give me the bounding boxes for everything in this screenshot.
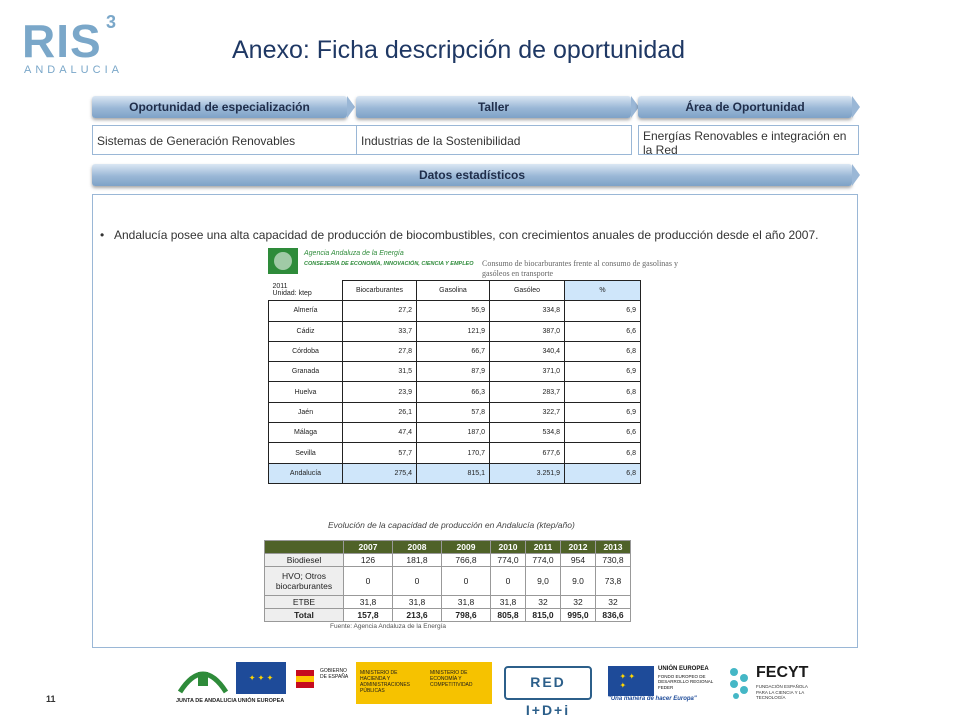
table-total-row bbox=[265, 609, 631, 622]
gobierno-caption: GOBIERNO DE ESPAÑA bbox=[320, 668, 349, 680]
row-label: ETBE bbox=[265, 596, 344, 609]
cell: 371,0 bbox=[490, 362, 565, 382]
year-label: 2011 bbox=[272, 283, 288, 291]
cell: 534,8 bbox=[490, 423, 565, 443]
year-header: 2013 bbox=[596, 541, 631, 554]
cell: 33,7 bbox=[343, 321, 417, 341]
fecyt-logo bbox=[728, 662, 818, 704]
red-idi-logo bbox=[500, 662, 596, 718]
ris3-logo bbox=[22, 14, 122, 80]
cell: Andalucía bbox=[269, 463, 343, 483]
row-label: Total bbox=[265, 609, 344, 622]
red-caption: RED I+D+i bbox=[504, 666, 592, 700]
cell: 32 bbox=[596, 596, 631, 609]
cell: 31,8 bbox=[344, 596, 393, 609]
year-header: 2012 bbox=[561, 541, 596, 554]
table-row bbox=[265, 554, 631, 567]
cell: 6,6 bbox=[565, 321, 641, 341]
feder-motto: "Una manera de hacer Europa" bbox=[608, 696, 697, 702]
header-cell: Gasolina bbox=[417, 281, 490, 301]
cell: 27,2 bbox=[343, 301, 417, 321]
junta-andalucia-logo bbox=[176, 662, 237, 704]
cell: 730,8 bbox=[596, 554, 631, 567]
cell: 6,8 bbox=[565, 443, 641, 463]
cell: 121,9 bbox=[417, 321, 490, 341]
cell: 283,7 bbox=[490, 382, 565, 402]
cell: 66,3 bbox=[417, 382, 490, 402]
cell: Jaén bbox=[269, 402, 343, 422]
header-cell: % bbox=[565, 281, 641, 301]
year-header: 2009 bbox=[442, 541, 491, 554]
cell: 340,4 bbox=[490, 341, 565, 361]
cell: 815,0 bbox=[526, 609, 561, 622]
eu-logo bbox=[234, 662, 288, 704]
cell: 6,9 bbox=[565, 362, 641, 382]
table-row bbox=[269, 362, 641, 382]
cell: 32 bbox=[526, 596, 561, 609]
capacity-table-title: Evolución de la capacidad de producción en Andalucía (ktep/año) bbox=[328, 520, 575, 530]
eu-flag-icon: ✦ ✦ ✦ bbox=[236, 662, 286, 694]
cell: 6,8 bbox=[565, 382, 641, 402]
cell: 31,8 bbox=[442, 596, 491, 609]
page-number: 11 bbox=[46, 694, 56, 704]
header-cell: Gasóleo bbox=[490, 281, 565, 301]
cell: 6,9 bbox=[565, 402, 641, 422]
logo-region: ANDALUCIA bbox=[24, 64, 123, 76]
capacity-table bbox=[264, 540, 631, 622]
cell: 774,0 bbox=[491, 554, 526, 567]
page-title: Anexo: Ficha descripción de oportunidad bbox=[232, 36, 686, 64]
cell: 9,0 bbox=[526, 567, 561, 596]
cell: 677,6 bbox=[490, 443, 565, 463]
cell: 334,8 bbox=[490, 301, 565, 321]
header-oportunidad: Oportunidad de especialización bbox=[92, 96, 347, 118]
table-row bbox=[269, 423, 641, 443]
junta-caption: JUNTA DE ANDALUCIA bbox=[176, 698, 237, 704]
year-header: 2011 bbox=[526, 541, 561, 554]
row-label: Biodiesel bbox=[265, 554, 344, 567]
table-total-row bbox=[269, 463, 641, 483]
feder-ue-title: UNIÓN EUROPEA bbox=[658, 666, 709, 672]
year-header: 2008 bbox=[393, 541, 442, 554]
header-datos: Datos estadísticos bbox=[92, 164, 852, 186]
ministerio-hacienda: MINISTERIO DE HACIENDA Y ADMINISTRACIONES PÚBLICAS bbox=[360, 670, 411, 694]
cell: 322,7 bbox=[490, 402, 565, 422]
row-label: HVO; Otros biocarburantes bbox=[265, 567, 344, 596]
cell: 126 bbox=[344, 554, 393, 567]
table-row bbox=[269, 382, 641, 402]
unit-label: Unidad: ktep bbox=[272, 290, 312, 298]
cell: 6,9 bbox=[565, 301, 641, 321]
cell: 181,8 bbox=[393, 554, 442, 567]
cell: 66,7 bbox=[417, 341, 490, 361]
cell: Huelva bbox=[269, 382, 343, 402]
table-row bbox=[269, 301, 641, 321]
logo-superscript: 3 bbox=[106, 12, 117, 32]
cell: 954 bbox=[561, 554, 596, 567]
cell: 31,8 bbox=[393, 596, 442, 609]
table-header-row bbox=[269, 281, 641, 301]
cell: 995,0 bbox=[561, 609, 596, 622]
junta-flag-icon bbox=[268, 248, 298, 274]
value-taller: Industrias de la Sostenibilidad bbox=[356, 125, 632, 155]
cell: 170,7 bbox=[417, 443, 490, 463]
header-taller: Taller bbox=[356, 96, 631, 118]
feder-label: FEDER bbox=[658, 685, 674, 690]
value-area: Energías Renovables e integración en la Red bbox=[638, 125, 859, 155]
value-oportunidad: Sistemas de Generación Renovables bbox=[92, 125, 357, 155]
cell: 805,8 bbox=[491, 609, 526, 622]
cell: 0 bbox=[442, 567, 491, 596]
cell: 31,5 bbox=[343, 362, 417, 382]
cell: 26,1 bbox=[343, 402, 417, 422]
bullet-dot: • bbox=[100, 228, 105, 242]
cell: 87,9 bbox=[417, 362, 490, 382]
table-row bbox=[269, 341, 641, 361]
cell: 73,8 bbox=[596, 567, 631, 596]
cell: 56,9 bbox=[417, 301, 490, 321]
header-area: Área de Oportunidad bbox=[638, 96, 852, 118]
cell: 774,0 bbox=[526, 554, 561, 567]
cell: 0 bbox=[393, 567, 442, 596]
table-row bbox=[265, 567, 631, 596]
table-row bbox=[269, 402, 641, 422]
cell: 275,4 bbox=[343, 463, 417, 483]
cell: 3.251,9 bbox=[490, 463, 565, 483]
unit-cell bbox=[269, 281, 343, 301]
consumo-title: Consumo de biocarburantes frente al consumo de gasolinas y gasóleos en transporte bbox=[482, 259, 678, 278]
cell: 0 bbox=[344, 567, 393, 596]
biocarburantes-table bbox=[268, 280, 641, 484]
junta-emblem-icon bbox=[176, 662, 230, 696]
ministerio-economia: MINISTERIO DE ECONOMÍA Y COMPETITIVIDAD bbox=[430, 670, 473, 688]
cell: Sevilla bbox=[269, 443, 343, 463]
table-row bbox=[269, 443, 641, 463]
year-header: 2010 bbox=[491, 541, 526, 554]
corner-cell bbox=[265, 541, 344, 554]
cell: 836,6 bbox=[596, 609, 631, 622]
cell: 213,6 bbox=[393, 609, 442, 622]
cell: Málaga bbox=[269, 423, 343, 443]
cell: 23,9 bbox=[343, 382, 417, 402]
cell: 32 bbox=[561, 596, 596, 609]
ministerios-box bbox=[356, 662, 492, 704]
table-row bbox=[269, 321, 641, 341]
cell: 6,6 bbox=[565, 423, 641, 443]
gobierno-logo bbox=[292, 662, 494, 704]
table-row bbox=[265, 596, 631, 609]
bullet-text: Andalucía posee una alta capacidad de producción de biocombustibles, con crecimientos anuales de producción desde el año 2007. bbox=[114, 228, 819, 242]
cell: Almería bbox=[269, 301, 343, 321]
eu-caption: UNIÓN EUROPEA bbox=[237, 698, 285, 704]
eu-flag-icon-2: ✦ ✦ ✦ bbox=[608, 666, 654, 696]
cell: Cádiz bbox=[269, 321, 343, 341]
fecyt-molecule-icon bbox=[728, 666, 752, 700]
cell: 187,0 bbox=[417, 423, 490, 443]
agency-consejeria: CONSEJERÍA DE ECONOMÍA, INNOVACIÓN, CIENCIA Y EMPLEO bbox=[304, 261, 474, 267]
fecyt-title: FECYT bbox=[756, 664, 809, 681]
header-cell: Biocarburantes bbox=[343, 281, 417, 301]
cell: Granada bbox=[269, 362, 343, 382]
cell: 47,4 bbox=[343, 423, 417, 443]
agency-header bbox=[268, 248, 474, 278]
cell: 0 bbox=[491, 567, 526, 596]
cell: 57,8 bbox=[417, 402, 490, 422]
cell: 387,0 bbox=[490, 321, 565, 341]
cell: 57,7 bbox=[343, 443, 417, 463]
cell: 31,8 bbox=[491, 596, 526, 609]
cell: 6,8 bbox=[565, 341, 641, 361]
cell: 6,8 bbox=[565, 463, 641, 483]
cell: 157,8 bbox=[344, 609, 393, 622]
cell: 766,8 bbox=[442, 554, 491, 567]
source-note: Fuente: Agencia Andaluza de la Energía bbox=[330, 623, 447, 630]
spain-shield-icon bbox=[294, 666, 316, 692]
agency-name: Agencia Andaluza de la Energía bbox=[304, 250, 404, 257]
cell: Córdoba bbox=[269, 341, 343, 361]
year-header: 2007 bbox=[344, 541, 393, 554]
feder-fondo: FONDO EUROPEO DE DESARROLLO REGIONAL bbox=[658, 674, 714, 684]
feder-logo bbox=[604, 662, 724, 704]
cell: 815,1 bbox=[417, 463, 490, 483]
logo-letters: RIS bbox=[22, 15, 102, 67]
cell: 9.0 bbox=[561, 567, 596, 596]
fecyt-subtitle: FUNDACIÓN ESPAÑOLA PARA LA CIENCIA Y LA TECNOLOGÍA bbox=[756, 684, 808, 700]
table-header-row bbox=[265, 541, 631, 554]
cell: 27,8 bbox=[343, 341, 417, 361]
cell: 798,6 bbox=[442, 609, 491, 622]
